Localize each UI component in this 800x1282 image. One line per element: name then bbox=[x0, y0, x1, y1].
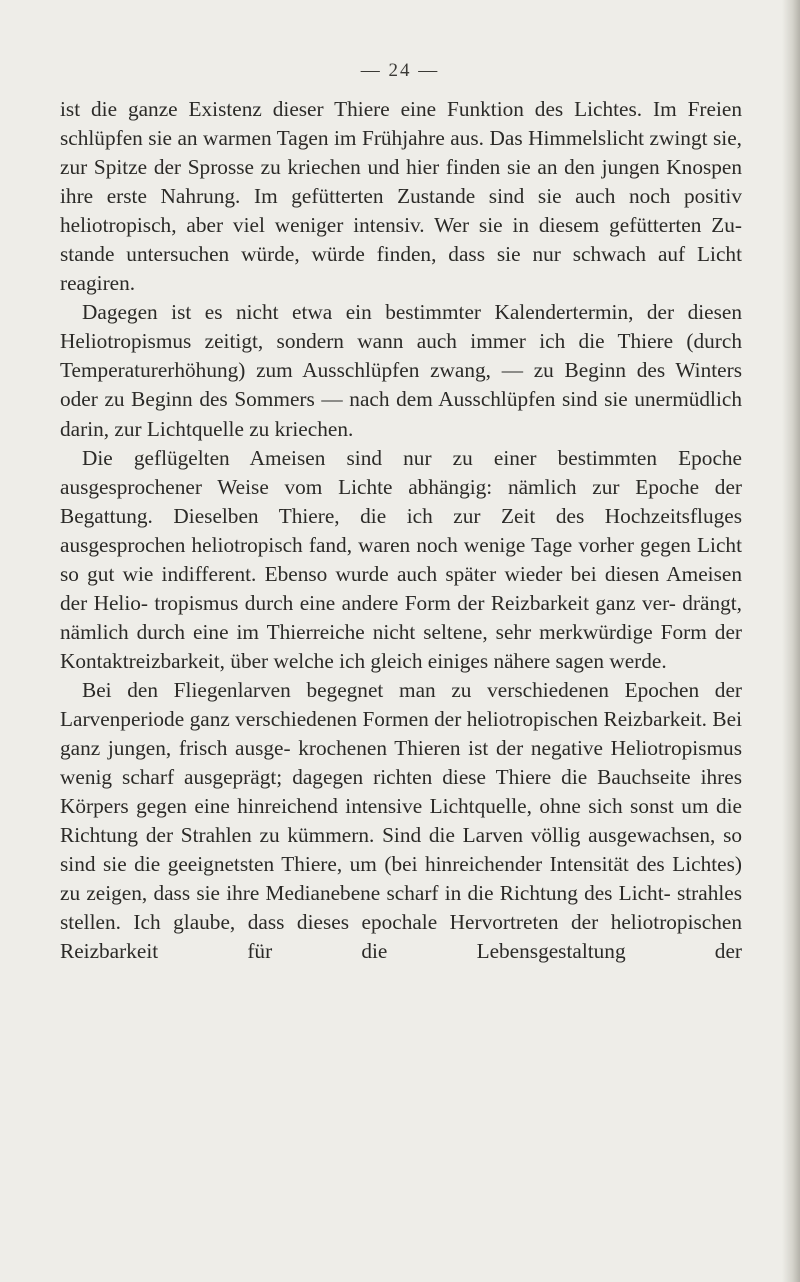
paragraph-kalendertermin: Dagegen ist es nicht etwa ein bestimmter Kalendertermin, der diesen Heliotropismus zeitigt, sondern wann auch immer ich die Thiere (durch Temperaturerhöhung) zum Ausschlüpfen zwang, — zu Beginn des Winters oder zu Beginn des Sommers — nach dem Ausschlüpfen sind sie unermüdlich darin, zur Lichtquelle zu kriechen. bbox=[60, 300, 742, 441]
page-number: — 24 — bbox=[360, 60, 440, 81]
page-edge-shadow bbox=[782, 0, 800, 1282]
paragraph-continuation: ist die ganze Existenz dieser Thiere eine Funktion des Lichtes. Im Freien schlüpfen sie an warmen Tagen im Frühjahre aus. Das Himmelslicht zwingt sie, zur Spitze der Sprosse zu kriechen und hier finden sie an den jungen Knospen ihre erste Nahrung. Im gefütterten Zustande sind sie auch noch positiv heliotropisch, aber viel weniger intensiv. Wer sie in diesem gefütterten Zu- stande untersuchen würde, würde finden, dass sie nur schwach auf Licht reagiren. bbox=[60, 97, 742, 296]
paragraph-fliegenlarven: Bei den Fliegenlarven begegnet man zu verschiedenen Epochen der Larvenperiode ganz verschiedenen Formen der heliotropischen Reizbarkeit. Bei ganz jungen, frisch ausge- krochenen Thieren ist der negative Heliotropismus wenig scharf ausgeprägt; dagegen richten diese Thiere die Bauchseite ihres Körpers gegen eine hinreichend intensive Lichtquelle, ohne sich sonst um die Richtung der Strahlen zu kümmern. Sind die Larven völlig ausgewachsen, so sind sie die geeignetsten Thiere, um (bei hinreichender Intensität des Lichtes) zu zeigen, dass sie ihre Medianebene scharf in die Richtung des Licht- strahles stellen. Ich glaube, dass dieses epochale Hervortreten der heliotropischen Reizbarkeit für die Lebensgestaltung der bbox=[60, 677, 742, 964]
body-text bbox=[60, 95, 742, 966]
paragraph-ameisen: Die geflügelten Ameisen sind nur zu einer bestimmten Epoche ausgesprochener Weise vom Lichte abhängig: nämlich zur Epoche der Begattung. Dieselben Thiere, die ich zur Zeit des Hochzeitsfluges ausgesprochen heliotropisch fand, waren noch wenige Tage vorher gegen Licht so gut wie indifferent. Ebenso wurde auch später wieder bei diesen Ameisen der Helio- tropismus durch eine andere Form der Reizbarkeit ganz ver- drängt, nämlich durch eine im Thierreiche nicht seltene, sehr merkwürdige Form der Kontaktreizbarkeit, über welche ich gleich einiges nähere sagen werde. bbox=[60, 445, 742, 673]
